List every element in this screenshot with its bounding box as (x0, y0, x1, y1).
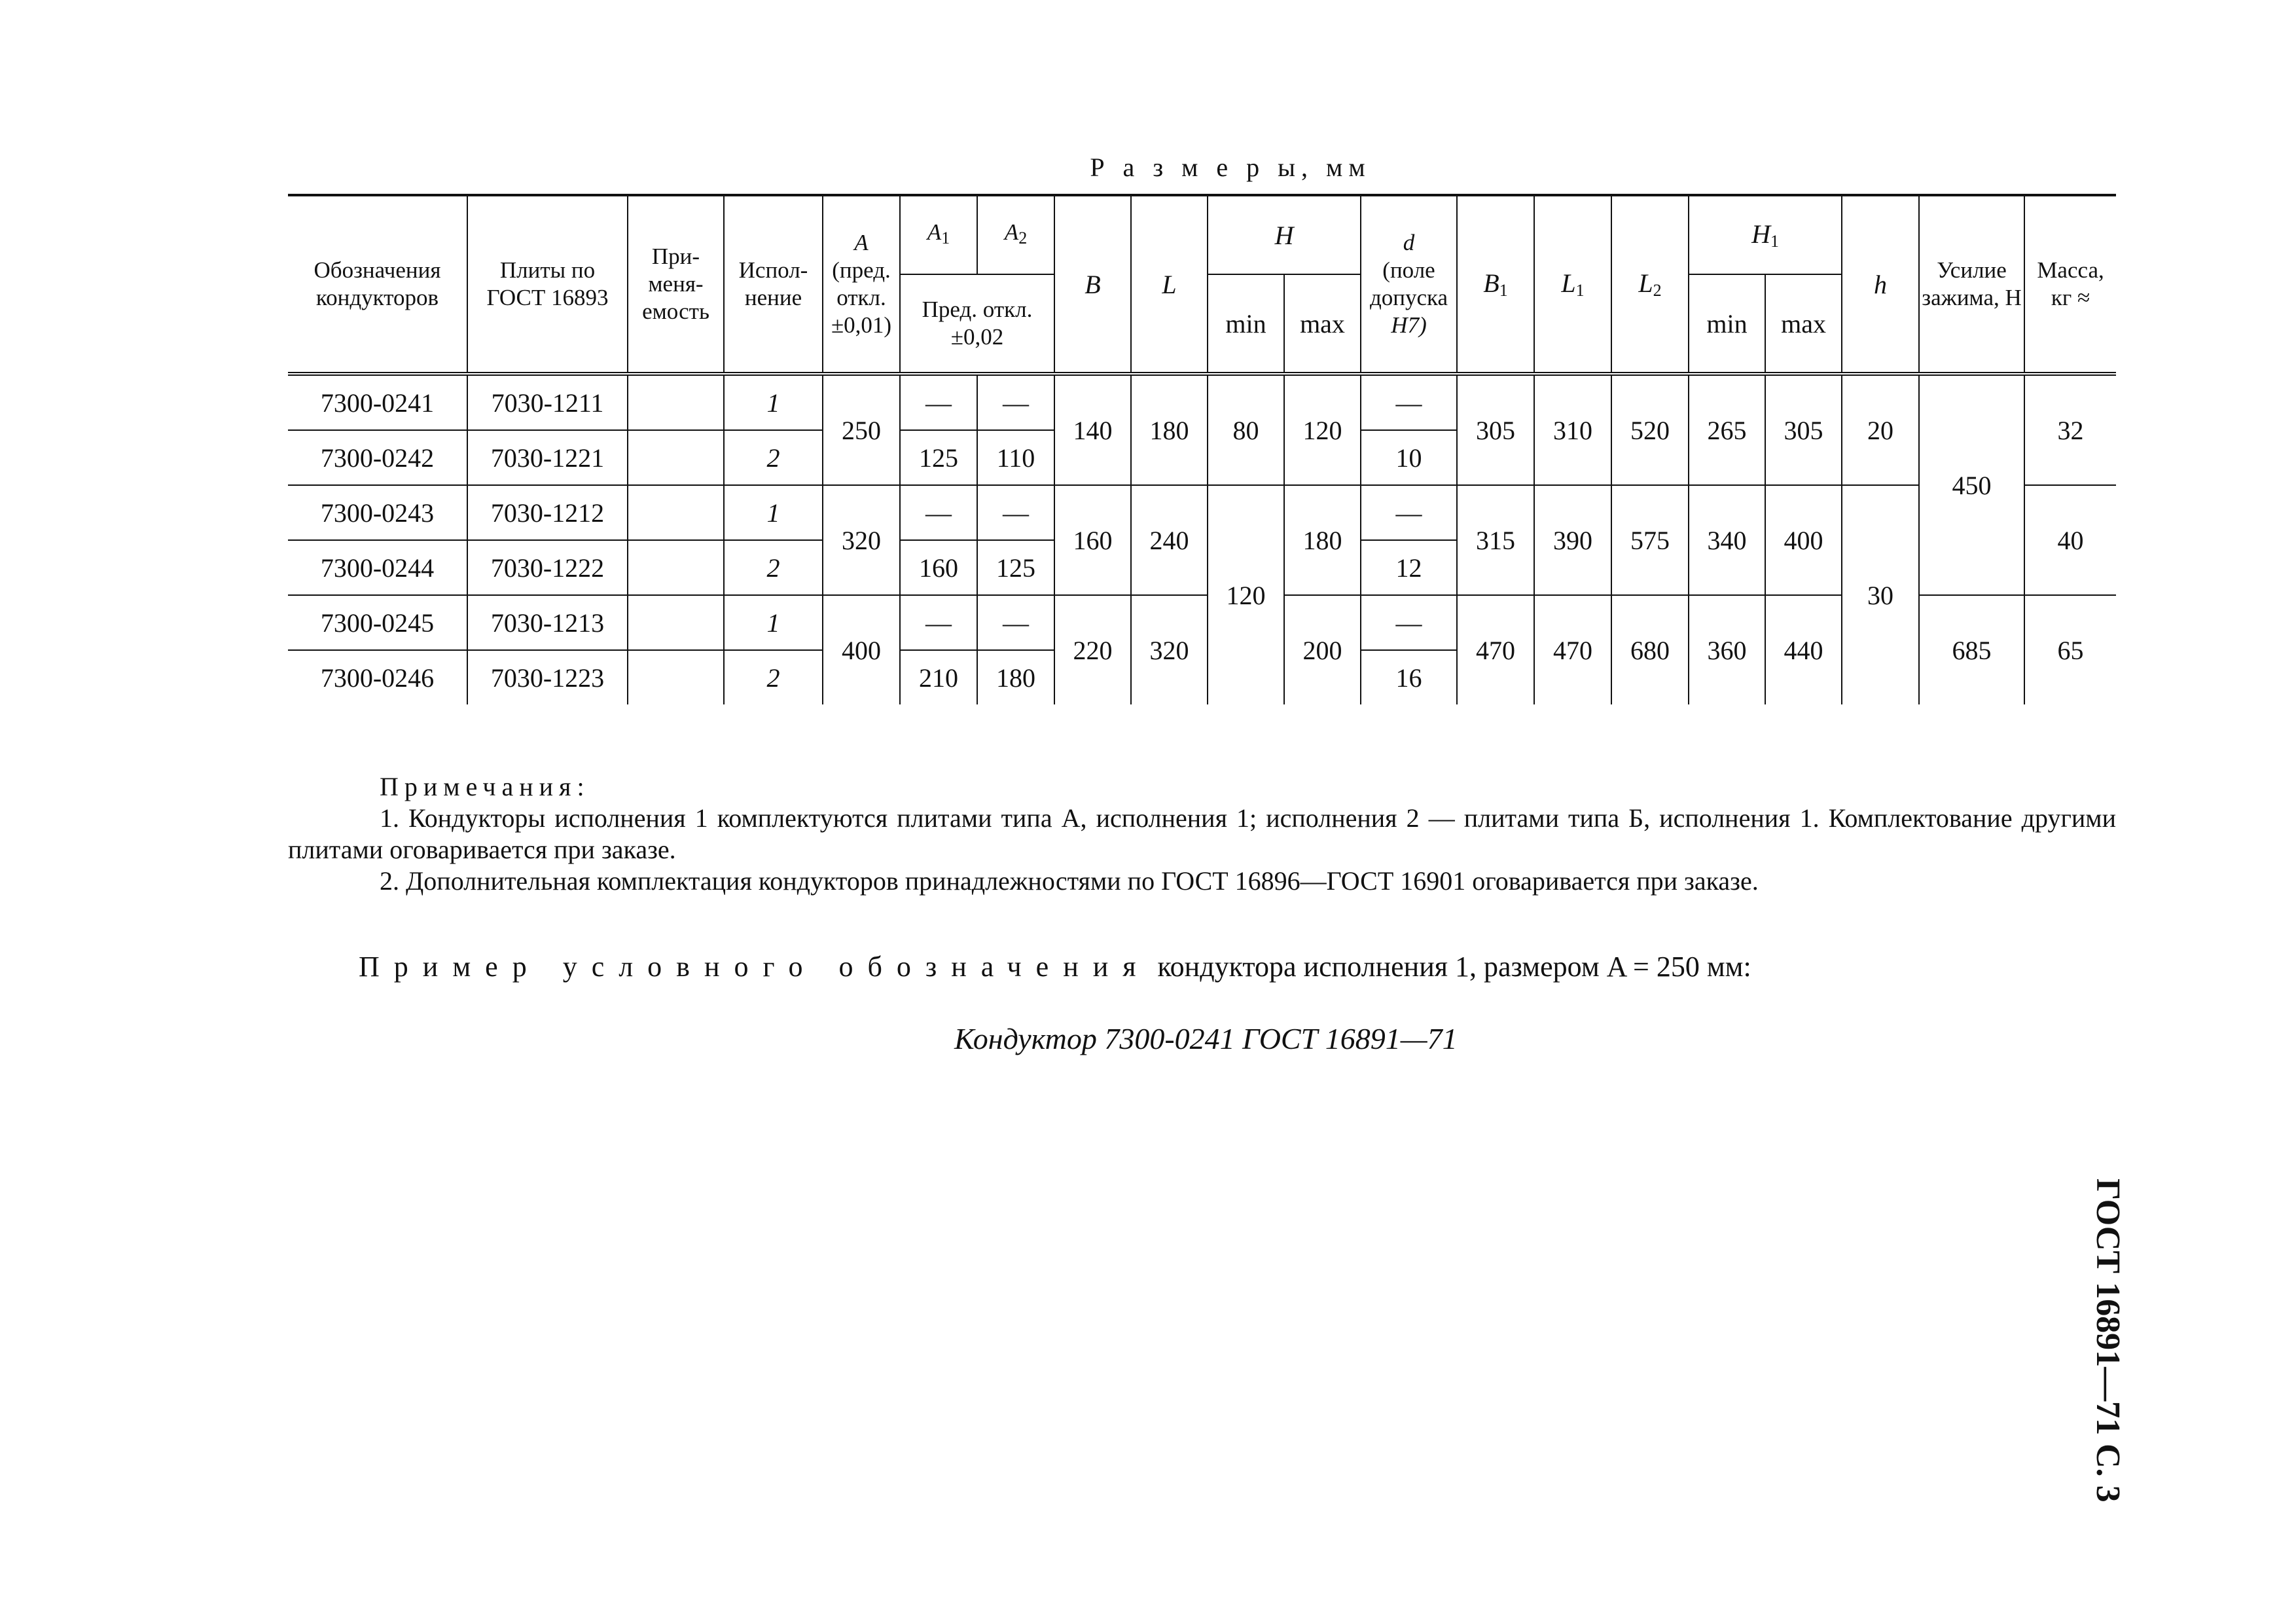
cell-L2: 680 (1611, 595, 1689, 704)
cell-usilie: 450 (1919, 374, 2024, 595)
cell-prim (628, 540, 724, 595)
cell-prim (628, 485, 724, 540)
cell-isp: 1 (724, 485, 823, 540)
cell-prim (628, 595, 724, 650)
cell-code: 7300-0246 (288, 650, 467, 704)
header-H1: $H_1$ (1689, 195, 1842, 274)
cell-A: 400 (823, 595, 900, 704)
header-A: A (пред. откл. ±0,01) (823, 195, 900, 374)
cell-L1: 470 (1534, 595, 1611, 704)
header-B: B (1054, 195, 1131, 374)
notes (288, 771, 2116, 897)
cell-A2: — (977, 595, 1054, 650)
header-h: h (1842, 195, 1919, 374)
cell-prim (628, 650, 724, 704)
header-A12-note: Пред. откл. ±0,02 (900, 274, 1054, 374)
cell-A2: — (977, 374, 1054, 430)
cell-B: 220 (1054, 595, 1131, 704)
cell-A1: 160 (900, 540, 977, 595)
cell-L2: 520 (1611, 374, 1689, 485)
cell-plate: 7030-1223 (467, 650, 628, 704)
cell-d: 10 (1361, 430, 1457, 485)
cell-H1-max: 400 (1765, 485, 1842, 595)
cell-H-max: 200 (1284, 595, 1361, 704)
note-1: 1. Кондукторы исполнения 1 комплектуются плитами типа А, исполнения 1; исполнения 2 — плитами типа Б, исполнения 1. Комплектование другими плитами оговаривается при заказе. (288, 803, 2116, 864)
cell-H1-min: 360 (1689, 595, 1765, 704)
page-label: ГОСТ 16891—71 С. 3 (2089, 1178, 2126, 1503)
cell-H-max: 180 (1284, 485, 1361, 595)
cell-isp: 2 (724, 650, 823, 704)
cell-h: 30 (1842, 485, 1919, 704)
cell-L: 240 (1131, 485, 1208, 595)
cell-A1: — (900, 374, 977, 430)
cell-H1-max: 440 (1765, 595, 1842, 704)
cell-H-min: 120 (1208, 485, 1284, 704)
cell-A2: 110 (977, 430, 1054, 485)
dimensions-table (288, 194, 2116, 704)
cell-d: 12 (1361, 540, 1457, 595)
header-H: H (1208, 195, 1361, 274)
designation-example (359, 950, 1751, 983)
header-B1: $B_1$ (1457, 195, 1534, 374)
cell-isp: 2 (724, 540, 823, 595)
cell-H1-min: 265 (1689, 374, 1765, 485)
cell-plate: 7030-1221 (467, 430, 628, 485)
header-H1-max: max (1765, 274, 1842, 374)
cell-B: 160 (1054, 485, 1131, 595)
cell-H-min: 80 (1208, 374, 1284, 485)
cell-massa: 40 (2024, 485, 2116, 595)
table-caption: Р а з м е р ы, мм (1090, 153, 1371, 182)
header-d: d (поле допуска H7) (1361, 195, 1457, 374)
cell-A1: 210 (900, 650, 977, 704)
example-heading: Пример условного обозначения (359, 951, 1151, 983)
header-H1-min: min (1689, 274, 1765, 374)
cell-A2: — (977, 485, 1054, 540)
example-text: кондуктора исполнения 1, размером A = 250 мм: (1157, 951, 1751, 983)
cell-H1-max: 305 (1765, 374, 1842, 485)
cell-plate: 7030-1213 (467, 595, 628, 650)
cell-d: — (1361, 595, 1457, 650)
header-L2: $L_2$ (1611, 195, 1689, 374)
cell-h: 20 (1842, 374, 1919, 485)
header-H-max: max (1284, 274, 1361, 374)
cell-code: 7300-0245 (288, 595, 467, 650)
header-oboznach: Обозначения кондукторов (288, 195, 467, 374)
header-massa: Масса, кг ≈ (2024, 195, 2116, 374)
notes-title: Примечания: (380, 772, 590, 801)
cell-A: 250 (823, 374, 900, 485)
cell-plate: 7030-1212 (467, 485, 628, 540)
designation-line: Кондуктор 7300-0241 ГОСТ 16891—71 (954, 1022, 1458, 1055)
cell-isp: 1 (724, 374, 823, 430)
header-usilie: Усилие зажима, Н (1919, 195, 2024, 374)
header-L1: $L_1$ (1534, 195, 1611, 374)
cell-usilie: 685 (1919, 595, 2024, 704)
cell-A1: — (900, 485, 977, 540)
header-L: L (1131, 195, 1208, 374)
cell-plate: 7030-1222 (467, 540, 628, 595)
cell-prim (628, 374, 724, 430)
cell-B1: 305 (1457, 374, 1534, 485)
cell-massa: 32 (2024, 374, 2116, 485)
cell-code: 7300-0242 (288, 430, 467, 485)
cell-A1: — (900, 595, 977, 650)
cell-code: 7300-0241 (288, 374, 467, 430)
cell-B: 140 (1054, 374, 1131, 485)
cell-A2: 180 (977, 650, 1054, 704)
header-A2: $A_2$ (977, 195, 1054, 274)
header-plity: Плиты по ГОСТ 16893 (467, 195, 628, 374)
cell-code: 7300-0244 (288, 540, 467, 595)
cell-L2: 575 (1611, 485, 1689, 595)
cell-H-max: 120 (1284, 374, 1361, 485)
cell-isp: 2 (724, 430, 823, 485)
cell-massa: 65 (2024, 595, 2116, 704)
cell-plate: 7030-1211 (467, 374, 628, 430)
cell-prim (628, 430, 724, 485)
cell-A2: 125 (977, 540, 1054, 595)
cell-A: 320 (823, 485, 900, 595)
cell-d: 16 (1361, 650, 1457, 704)
header-H-min: min (1208, 274, 1284, 374)
cell-B1: 470 (1457, 595, 1534, 704)
cell-A1: 125 (900, 430, 977, 485)
cell-d: — (1361, 485, 1457, 540)
note-2: 2. Дополнительная комплектация кондукторов принадлежностями по ГОСТ 16896—ГОСТ 16901 оговаривается при заказе. (380, 866, 1759, 896)
cell-L: 320 (1131, 595, 1208, 704)
cell-H1-min: 340 (1689, 485, 1765, 595)
cell-isp: 1 (724, 595, 823, 650)
header-primenyaemost: При- меня- емость (628, 195, 724, 374)
cell-d: — (1361, 374, 1457, 430)
cell-L1: 310 (1534, 374, 1611, 485)
header-ispolnenie: Испол- нение (724, 195, 823, 374)
cell-L1: 390 (1534, 485, 1611, 595)
cell-L: 180 (1131, 374, 1208, 485)
header-A1: $A_1$ (900, 195, 977, 274)
cell-B1: 315 (1457, 485, 1534, 595)
cell-code: 7300-0243 (288, 485, 467, 540)
